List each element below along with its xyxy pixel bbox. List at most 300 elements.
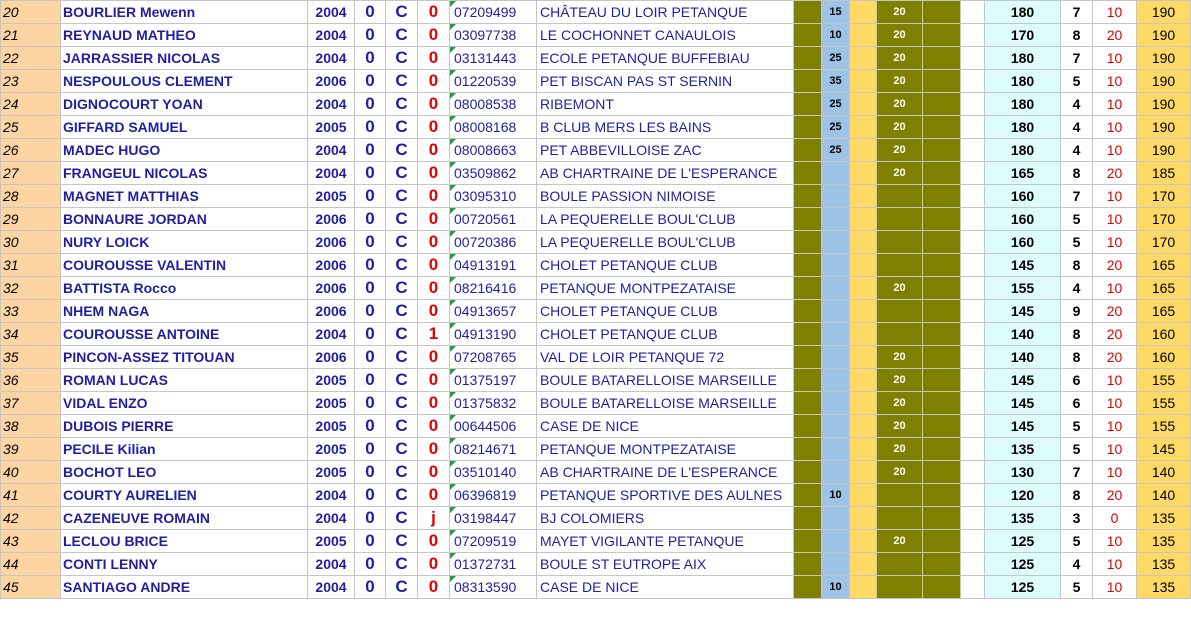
final-score-cell[interactable]: 165 xyxy=(1137,254,1191,277)
olive-cell-2[interactable] xyxy=(923,346,961,369)
flag-cell[interactable]: 0 xyxy=(418,254,450,277)
license-cell[interactable]: 00720386 xyxy=(450,231,537,254)
points-cell[interactable]: 10 xyxy=(1093,277,1137,300)
bonus1-cell[interactable]: 10 xyxy=(822,484,850,507)
bonus1-cell[interactable] xyxy=(822,346,850,369)
gold-cell[interactable] xyxy=(850,484,877,507)
bonus2-cell[interactable]: 20 xyxy=(877,369,923,392)
final-score-cell[interactable]: 170 xyxy=(1137,208,1191,231)
year-cell[interactable]: 2004 xyxy=(308,1,355,24)
final-score-cell[interactable]: 170 xyxy=(1137,185,1191,208)
count-cell[interactable]: 4 xyxy=(1061,116,1093,139)
rank-cell[interactable]: 43 xyxy=(1,530,61,553)
bonus1-cell[interactable]: 25 xyxy=(822,47,850,70)
license-cell[interactable]: 03095310 xyxy=(450,185,537,208)
points-cell[interactable]: 10 xyxy=(1093,530,1137,553)
rank-cell[interactable]: 42 xyxy=(1,507,61,530)
table-row[interactable] xyxy=(1,185,1191,208)
points-cell[interactable]: 10 xyxy=(1093,231,1137,254)
year-cell[interactable]: 2004 xyxy=(308,47,355,70)
bonus2-cell[interactable]: 20 xyxy=(877,461,923,484)
club-cell[interactable]: CASE DE NICE xyxy=(537,576,794,599)
gold-cell[interactable] xyxy=(850,369,877,392)
bonus2-cell[interactable]: 20 xyxy=(877,415,923,438)
club-cell[interactable]: CHOLET PETANQUE CLUB xyxy=(537,323,794,346)
category-cell[interactable]: C xyxy=(386,507,418,530)
zero-cell[interactable]: 0 xyxy=(355,208,386,231)
gold-cell[interactable] xyxy=(850,323,877,346)
total-cell[interactable]: 180 xyxy=(985,93,1061,116)
year-cell[interactable]: 2005 xyxy=(308,438,355,461)
license-cell[interactable]: 01375197 xyxy=(450,369,537,392)
name-cell[interactable]: DUBOIS PIERRE xyxy=(61,415,308,438)
flag-cell[interactable]: 0 xyxy=(418,277,450,300)
bonus1-cell[interactable]: 10 xyxy=(822,24,850,47)
olive-cell[interactable] xyxy=(794,93,822,116)
bonus1-cell[interactable] xyxy=(822,461,850,484)
points-cell[interactable]: 0 xyxy=(1093,507,1137,530)
final-score-cell[interactable]: 145 xyxy=(1137,438,1191,461)
table-row[interactable] xyxy=(1,70,1191,93)
club-cell[interactable]: CHÂTEAU DU LOIR PETANQUE xyxy=(537,1,794,24)
olive-cell[interactable] xyxy=(794,484,822,507)
name-cell[interactable]: SANTIAGO ANDRE xyxy=(61,576,308,599)
name-cell[interactable]: GIFFARD SAMUEL xyxy=(61,116,308,139)
count-cell[interactable]: 8 xyxy=(1061,254,1093,277)
flag-cell[interactable]: 0 xyxy=(418,346,450,369)
olive-cell-2[interactable] xyxy=(923,507,961,530)
points-cell[interactable]: 10 xyxy=(1093,47,1137,70)
name-cell[interactable]: NESPOULOUS CLEMENT xyxy=(61,70,308,93)
olive-cell[interactable] xyxy=(794,300,822,323)
gold-cell[interactable] xyxy=(850,1,877,24)
count-cell[interactable]: 6 xyxy=(1061,369,1093,392)
spacer-cell[interactable] xyxy=(961,185,985,208)
spacer-cell[interactable] xyxy=(961,139,985,162)
olive-cell-2[interactable] xyxy=(923,461,961,484)
points-cell[interactable]: 20 xyxy=(1093,24,1137,47)
club-cell[interactable]: RIBEMONT xyxy=(537,93,794,116)
count-cell[interactable]: 4 xyxy=(1061,139,1093,162)
flag-cell[interactable]: 0 xyxy=(418,530,450,553)
points-cell[interactable]: 20 xyxy=(1093,300,1137,323)
flag-cell[interactable]: 0 xyxy=(418,1,450,24)
gold-cell[interactable] xyxy=(850,47,877,70)
category-cell[interactable]: C xyxy=(386,24,418,47)
total-cell[interactable]: 140 xyxy=(985,323,1061,346)
olive-cell-2[interactable] xyxy=(923,438,961,461)
count-cell[interactable]: 5 xyxy=(1061,208,1093,231)
club-cell[interactable]: PET BISCAN PAS ST SERNIN xyxy=(537,70,794,93)
olive-cell[interactable] xyxy=(794,576,822,599)
category-cell[interactable]: C xyxy=(386,116,418,139)
spacer-cell[interactable] xyxy=(961,438,985,461)
license-cell[interactable]: 04913657 xyxy=(450,300,537,323)
total-cell[interactable]: 145 xyxy=(985,392,1061,415)
license-cell[interactable]: 00644506 xyxy=(450,415,537,438)
category-cell[interactable]: C xyxy=(386,300,418,323)
olive-cell-2[interactable] xyxy=(923,392,961,415)
total-cell[interactable]: 125 xyxy=(985,530,1061,553)
category-cell[interactable]: C xyxy=(386,1,418,24)
final-score-cell[interactable]: 160 xyxy=(1137,346,1191,369)
olive-cell-2[interactable] xyxy=(923,300,961,323)
points-cell[interactable]: 10 xyxy=(1093,369,1137,392)
bonus2-cell[interactable]: 20 xyxy=(877,93,923,116)
category-cell[interactable]: C xyxy=(386,530,418,553)
bonus1-cell[interactable]: 25 xyxy=(822,93,850,116)
name-cell[interactable]: COUROUSSE ANTOINE xyxy=(61,323,308,346)
bonus1-cell[interactable] xyxy=(822,369,850,392)
gold-cell[interactable] xyxy=(850,392,877,415)
table-row[interactable] xyxy=(1,116,1191,139)
category-cell[interactable]: C xyxy=(386,553,418,576)
olive-cell-2[interactable] xyxy=(923,24,961,47)
gold-cell[interactable] xyxy=(850,185,877,208)
points-cell[interactable]: 20 xyxy=(1093,162,1137,185)
olive-cell[interactable] xyxy=(794,553,822,576)
zero-cell[interactable]: 0 xyxy=(355,369,386,392)
license-cell[interactable]: 00720561 xyxy=(450,208,537,231)
rank-cell[interactable]: 23 xyxy=(1,70,61,93)
rank-cell[interactable]: 26 xyxy=(1,139,61,162)
spacer-cell[interactable] xyxy=(961,553,985,576)
olive-cell-2[interactable] xyxy=(923,1,961,24)
final-score-cell[interactable]: 190 xyxy=(1137,1,1191,24)
olive-cell-2[interactable] xyxy=(923,415,961,438)
club-cell[interactable]: BOULE ST EUTROPE AIX xyxy=(537,553,794,576)
count-cell[interactable]: 9 xyxy=(1061,300,1093,323)
flag-cell[interactable]: j xyxy=(418,507,450,530)
olive-cell[interactable] xyxy=(794,1,822,24)
final-score-cell[interactable]: 155 xyxy=(1137,392,1191,415)
final-score-cell[interactable]: 165 xyxy=(1137,277,1191,300)
rank-cell[interactable]: 20 xyxy=(1,1,61,24)
total-cell[interactable]: 135 xyxy=(985,438,1061,461)
license-cell[interactable]: 07209499 xyxy=(450,1,537,24)
club-cell[interactable]: MAYET VIGILANTE PETANQUE xyxy=(537,530,794,553)
table-row[interactable] xyxy=(1,576,1191,599)
category-cell[interactable]: C xyxy=(386,254,418,277)
bonus2-cell[interactable] xyxy=(877,231,923,254)
flag-cell[interactable]: 0 xyxy=(418,116,450,139)
zero-cell[interactable]: 0 xyxy=(355,553,386,576)
bonus2-cell[interactable]: 20 xyxy=(877,277,923,300)
rank-cell[interactable]: 37 xyxy=(1,392,61,415)
club-cell[interactable]: LE COCHONNET CANAULOIS xyxy=(537,24,794,47)
bonus1-cell[interactable]: 25 xyxy=(822,139,850,162)
spacer-cell[interactable] xyxy=(961,369,985,392)
rank-cell[interactable]: 30 xyxy=(1,231,61,254)
club-cell[interactable]: BOULE BATARELLOISE MARSEILLE xyxy=(537,369,794,392)
count-cell[interactable]: 5 xyxy=(1061,438,1093,461)
olive-cell-2[interactable] xyxy=(923,231,961,254)
total-cell[interactable]: 180 xyxy=(985,139,1061,162)
bonus2-cell[interactable]: 20 xyxy=(877,116,923,139)
name-cell[interactable]: BATTISTA Rocco xyxy=(61,277,308,300)
count-cell[interactable]: 7 xyxy=(1061,1,1093,24)
table-row[interactable] xyxy=(1,47,1191,70)
olive-cell[interactable] xyxy=(794,185,822,208)
rank-cell[interactable]: 31 xyxy=(1,254,61,277)
zero-cell[interactable]: 0 xyxy=(355,47,386,70)
count-cell[interactable]: 8 xyxy=(1061,346,1093,369)
bonus2-cell[interactable]: 20 xyxy=(877,70,923,93)
name-cell[interactable]: REYNAUD MATHEO xyxy=(61,24,308,47)
spacer-cell[interactable] xyxy=(961,47,985,70)
bonus1-cell[interactable] xyxy=(822,300,850,323)
license-cell[interactable]: 07208765 xyxy=(450,346,537,369)
category-cell[interactable]: C xyxy=(386,438,418,461)
table-row[interactable] xyxy=(1,507,1191,530)
year-cell[interactable]: 2005 xyxy=(308,392,355,415)
spacer-cell[interactable] xyxy=(961,392,985,415)
bonus1-cell[interactable]: 15 xyxy=(822,1,850,24)
total-cell[interactable]: 125 xyxy=(985,576,1061,599)
name-cell[interactable]: VIDAL ENZO xyxy=(61,392,308,415)
count-cell[interactable]: 4 xyxy=(1061,93,1093,116)
flag-cell[interactable]: 0 xyxy=(418,576,450,599)
spacer-cell[interactable] xyxy=(961,415,985,438)
count-cell[interactable]: 8 xyxy=(1061,484,1093,507)
total-cell[interactable]: 160 xyxy=(985,208,1061,231)
final-score-cell[interactable]: 165 xyxy=(1137,300,1191,323)
olive-cell[interactable] xyxy=(794,461,822,484)
final-score-cell[interactable]: 190 xyxy=(1137,24,1191,47)
gold-cell[interactable] xyxy=(850,461,877,484)
category-cell[interactable]: C xyxy=(386,346,418,369)
bonus2-cell[interactable] xyxy=(877,254,923,277)
final-score-cell[interactable]: 160 xyxy=(1137,323,1191,346)
flag-cell[interactable]: 0 xyxy=(418,24,450,47)
flag-cell[interactable]: 0 xyxy=(418,415,450,438)
license-cell[interactable]: 01375832 xyxy=(450,392,537,415)
zero-cell[interactable]: 0 xyxy=(355,507,386,530)
rank-cell[interactable]: 29 xyxy=(1,208,61,231)
count-cell[interactable]: 3 xyxy=(1061,507,1093,530)
year-cell[interactable]: 2004 xyxy=(308,507,355,530)
bonus2-cell[interactable] xyxy=(877,553,923,576)
gold-cell[interactable] xyxy=(850,208,877,231)
category-cell[interactable]: C xyxy=(386,185,418,208)
license-cell[interactable]: 08008663 xyxy=(450,139,537,162)
club-cell[interactable]: PET ABBEVILLOISE ZAC xyxy=(537,139,794,162)
flag-cell[interactable]: 0 xyxy=(418,139,450,162)
rank-cell[interactable]: 38 xyxy=(1,415,61,438)
table-row[interactable] xyxy=(1,530,1191,553)
category-cell[interactable]: C xyxy=(386,392,418,415)
name-cell[interactable]: ROMAN LUCAS xyxy=(61,369,308,392)
flag-cell[interactable]: 0 xyxy=(418,47,450,70)
club-cell[interactable]: PETANQUE SPORTIVE DES AULNES xyxy=(537,484,794,507)
count-cell[interactable]: 8 xyxy=(1061,323,1093,346)
table-row[interactable] xyxy=(1,208,1191,231)
rank-cell[interactable]: 28 xyxy=(1,185,61,208)
flag-cell[interactable]: 0 xyxy=(418,300,450,323)
year-cell[interactable]: 2005 xyxy=(308,461,355,484)
gold-cell[interactable] xyxy=(850,415,877,438)
zero-cell[interactable]: 0 xyxy=(355,185,386,208)
name-cell[interactable]: JARRASSIER NICOLAS xyxy=(61,47,308,70)
license-cell[interactable]: 04913191 xyxy=(450,254,537,277)
final-score-cell[interactable]: 140 xyxy=(1137,484,1191,507)
spacer-cell[interactable] xyxy=(961,576,985,599)
final-score-cell[interactable]: 155 xyxy=(1137,369,1191,392)
olive-cell[interactable] xyxy=(794,438,822,461)
name-cell[interactable]: MAGNET MATTHIAS xyxy=(61,185,308,208)
count-cell[interactable]: 7 xyxy=(1061,461,1093,484)
club-cell[interactable]: LA PEQUERELLE BOUL'CLUB xyxy=(537,231,794,254)
table-row[interactable] xyxy=(1,300,1191,323)
club-cell[interactable]: BJ COLOMIERS xyxy=(537,507,794,530)
total-cell[interactable]: 170 xyxy=(985,24,1061,47)
table-row[interactable] xyxy=(1,277,1191,300)
count-cell[interactable]: 7 xyxy=(1061,47,1093,70)
olive-cell-2[interactable] xyxy=(923,323,961,346)
bonus1-cell[interactable] xyxy=(822,438,850,461)
club-cell[interactable]: VAL DE LOIR PETANQUE 72 xyxy=(537,346,794,369)
total-cell[interactable]: 145 xyxy=(985,254,1061,277)
flag-cell[interactable]: 0 xyxy=(418,231,450,254)
final-score-cell[interactable]: 135 xyxy=(1137,576,1191,599)
points-cell[interactable]: 10 xyxy=(1093,70,1137,93)
olive-cell-2[interactable] xyxy=(923,116,961,139)
flag-cell[interactable]: 0 xyxy=(418,208,450,231)
final-score-cell[interactable]: 135 xyxy=(1137,553,1191,576)
points-cell[interactable]: 10 xyxy=(1093,415,1137,438)
olive-cell-2[interactable] xyxy=(923,93,961,116)
name-cell[interactable]: CONTI LENNY xyxy=(61,553,308,576)
spacer-cell[interactable] xyxy=(961,507,985,530)
olive-cell-2[interactable] xyxy=(923,208,961,231)
olive-cell-2[interactable] xyxy=(923,576,961,599)
olive-cell-2[interactable] xyxy=(923,530,961,553)
bonus1-cell[interactable] xyxy=(822,231,850,254)
category-cell[interactable]: C xyxy=(386,139,418,162)
total-cell[interactable]: 180 xyxy=(985,116,1061,139)
rank-cell[interactable]: 32 xyxy=(1,277,61,300)
spacer-cell[interactable] xyxy=(961,300,985,323)
total-cell[interactable]: 130 xyxy=(985,461,1061,484)
total-cell[interactable]: 140 xyxy=(985,346,1061,369)
name-cell[interactable]: MADEC HUGO xyxy=(61,139,308,162)
rank-cell[interactable]: 44 xyxy=(1,553,61,576)
club-cell[interactable]: CHOLET PETANQUE CLUB xyxy=(537,300,794,323)
points-cell[interactable]: 10 xyxy=(1093,461,1137,484)
table-row[interactable] xyxy=(1,369,1191,392)
count-cell[interactable]: 7 xyxy=(1061,185,1093,208)
olive-cell[interactable] xyxy=(794,530,822,553)
points-cell[interactable]: 10 xyxy=(1093,116,1137,139)
points-cell[interactable]: 10 xyxy=(1093,208,1137,231)
license-cell[interactable]: 01220539 xyxy=(450,70,537,93)
category-cell[interactable]: C xyxy=(386,93,418,116)
spacer-cell[interactable] xyxy=(961,484,985,507)
zero-cell[interactable]: 0 xyxy=(355,530,386,553)
flag-cell[interactable]: 0 xyxy=(418,369,450,392)
club-cell[interactable]: CASE DE NICE xyxy=(537,415,794,438)
year-cell[interactable]: 2005 xyxy=(308,415,355,438)
license-cell[interactable]: 03198447 xyxy=(450,507,537,530)
name-cell[interactable]: COURTY AURELIEN xyxy=(61,484,308,507)
license-cell[interactable]: 08216416 xyxy=(450,277,537,300)
gold-cell[interactable] xyxy=(850,139,877,162)
total-cell[interactable]: 120 xyxy=(985,484,1061,507)
bonus2-cell[interactable] xyxy=(877,323,923,346)
olive-cell[interactable] xyxy=(794,507,822,530)
bonus2-cell[interactable]: 20 xyxy=(877,47,923,70)
gold-cell[interactable] xyxy=(850,346,877,369)
olive-cell-2[interactable] xyxy=(923,369,961,392)
final-score-cell[interactable]: 170 xyxy=(1137,231,1191,254)
total-cell[interactable]: 145 xyxy=(985,369,1061,392)
table-row[interactable] xyxy=(1,162,1191,185)
category-cell[interactable]: C xyxy=(386,277,418,300)
olive-cell[interactable] xyxy=(794,116,822,139)
count-cell[interactable]: 5 xyxy=(1061,530,1093,553)
flag-cell[interactable]: 0 xyxy=(418,93,450,116)
bonus1-cell[interactable] xyxy=(822,277,850,300)
flag-cell[interactable]: 0 xyxy=(418,162,450,185)
olive-cell[interactable] xyxy=(794,277,822,300)
spacer-cell[interactable] xyxy=(961,93,985,116)
name-cell[interactable]: DIGNOCOURT YOAN xyxy=(61,93,308,116)
olive-cell-2[interactable] xyxy=(923,70,961,93)
category-cell[interactable]: C xyxy=(386,208,418,231)
total-cell[interactable]: 165 xyxy=(985,162,1061,185)
total-cell[interactable]: 160 xyxy=(985,185,1061,208)
spacer-cell[interactable] xyxy=(961,162,985,185)
total-cell[interactable]: 145 xyxy=(985,415,1061,438)
license-cell[interactable]: 03510140 xyxy=(450,461,537,484)
rank-cell[interactable]: 27 xyxy=(1,162,61,185)
points-cell[interactable]: 20 xyxy=(1093,484,1137,507)
olive-cell[interactable] xyxy=(794,392,822,415)
spacer-cell[interactable] xyxy=(961,231,985,254)
license-cell[interactable]: 06396819 xyxy=(450,484,537,507)
olive-cell-2[interactable] xyxy=(923,277,961,300)
zero-cell[interactable]: 0 xyxy=(355,254,386,277)
category-cell[interactable]: C xyxy=(386,70,418,93)
bonus2-cell[interactable]: 20 xyxy=(877,162,923,185)
final-score-cell[interactable]: 190 xyxy=(1137,116,1191,139)
gold-cell[interactable] xyxy=(850,507,877,530)
table-row[interactable] xyxy=(1,392,1191,415)
olive-cell[interactable] xyxy=(794,139,822,162)
table-row[interactable] xyxy=(1,93,1191,116)
rank-cell[interactable]: 21 xyxy=(1,24,61,47)
zero-cell[interactable]: 0 xyxy=(355,392,386,415)
bonus2-cell[interactable]: 20 xyxy=(877,346,923,369)
flag-cell[interactable]: 0 xyxy=(418,185,450,208)
year-cell[interactable]: 2006 xyxy=(308,70,355,93)
points-cell[interactable]: 10 xyxy=(1093,139,1137,162)
year-cell[interactable]: 2006 xyxy=(308,231,355,254)
final-score-cell[interactable]: 155 xyxy=(1137,415,1191,438)
gold-cell[interactable] xyxy=(850,300,877,323)
license-cell[interactable]: 03509862 xyxy=(450,162,537,185)
gold-cell[interactable] xyxy=(850,530,877,553)
bonus1-cell[interactable] xyxy=(822,392,850,415)
gold-cell[interactable] xyxy=(850,553,877,576)
total-cell[interactable]: 180 xyxy=(985,47,1061,70)
bonus2-cell[interactable]: 20 xyxy=(877,24,923,47)
spacer-cell[interactable] xyxy=(961,254,985,277)
flag-cell[interactable]: 0 xyxy=(418,484,450,507)
club-cell[interactable]: BOULE PASSION NIMOISE xyxy=(537,185,794,208)
bonus2-cell[interactable]: 20 xyxy=(877,1,923,24)
zero-cell[interactable]: 0 xyxy=(355,1,386,24)
